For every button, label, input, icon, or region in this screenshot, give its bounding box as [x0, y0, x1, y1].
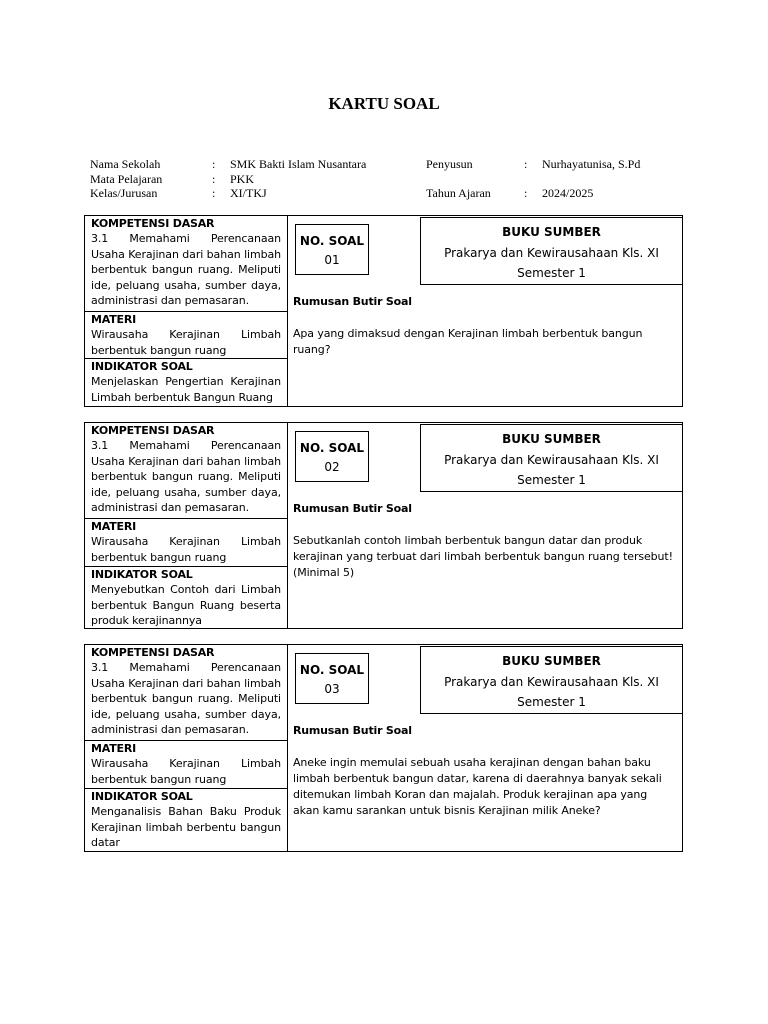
buku-sumber-semester: Semester 1: [517, 266, 586, 280]
school-info: [90, 157, 366, 201]
info-row-class: [90, 186, 366, 201]
info-value: PKK: [230, 171, 255, 186]
buku-sumber-box: [420, 217, 683, 285]
info-colon: :: [524, 157, 528, 171]
buku-sumber-title: Prakarya dan Kewirausahaan Kls. XI: [444, 245, 659, 260]
page-title: KARTU SOAL: [328, 94, 440, 113]
info-value: XI/TKJ: [230, 186, 267, 200]
info-label: Kelas/Jurusan: [90, 186, 158, 200]
card-right-column: [287, 423, 682, 628]
no-soal-box: [295, 653, 369, 704]
kompetensi-section: [85, 216, 287, 311]
kompetensi-text: 3.1 Memahami Perencanaan Usaha Kerajinan dari bahan limbah berbentuk bangun ruang. Meliputi ide, peluang usaha, sumber daya, administrasi dan pemasaran.: [91, 661, 281, 737]
question-text: Aneke ingin memulai sebuah usaha kerajinan dengan bahan baku limbah berbentuk bangun datar, karena di daerahnya banyak sekali ditemukan limbah Koran dan majalah. Produk kerajinan apa yang akan kamu sarankan untuk bisnis Kerajinan milik Aneke?: [293, 756, 662, 817]
kompetensi-section: [85, 645, 287, 740]
buku-sumber-semester: Semester 1: [517, 473, 586, 487]
rumusan-label: Rumusan Butir Soal: [293, 502, 412, 515]
no-soal-number: 01: [324, 253, 340, 267]
kompetensi-label: KOMPETENSI DASAR: [91, 646, 215, 659]
no-soal-number: 02: [324, 460, 340, 474]
kompetensi-text: 3.1 Memahami Perencanaan Usaha Kerajinan dari bahan limbah berbentuk bangun ruang. Meliputi ide, peluang usaha, sumber daya, administrasi dan pemasaran.: [91, 232, 281, 308]
card-left-column: [85, 423, 288, 628]
indikator-label: INDIKATOR SOAL: [91, 360, 193, 373]
question-text: Apa yang dimaksud dengan Kerajinan limbah berbentuk bangun ruang?: [293, 327, 643, 356]
question-card: [84, 422, 683, 629]
materi-text: Wirausaha Kerajinan Limbah berbentuk bangun ruang: [91, 757, 281, 786]
info-row-school: [90, 157, 366, 172]
indikator-text: Menyebutkan Contoh dari Limbah berbentuk Bangun Ruang beserta produk kerajinannya: [91, 583, 281, 628]
info-label: Penyusun: [426, 157, 473, 171]
info-colon: :: [524, 186, 528, 200]
buku-sumber-title: Prakarya dan Kewirausahaan Kls. XI: [444, 674, 659, 689]
no-soal-label: NO. SOAL: [299, 234, 365, 248]
no-soal-label: NO. SOAL: [299, 663, 365, 677]
author-info: [426, 157, 640, 201]
materi-section: [85, 518, 287, 567]
indikator-text: Menganalisis Bahan Baku Produk Kerajinan limbah berbentu bangun datar: [91, 805, 281, 850]
no-soal-box: [295, 224, 369, 275]
card-left-column: [85, 645, 288, 851]
buku-sumber-label: BUKU SUMBER: [502, 432, 601, 446]
materi-label: MATERI: [91, 520, 136, 533]
question-text: Sebutkanlah contoh limbah berbentuk bangun datar dan produk kerajinan yang terbuat dari limbah berbentuk bangun ruang tersebut! (Minimal 5): [293, 534, 673, 579]
question-card: [84, 644, 683, 852]
question-card: [84, 215, 683, 407]
info-colon: :: [212, 186, 216, 200]
info-value: 2024/2025: [542, 186, 594, 200]
buku-sumber-label: BUKU SUMBER: [502, 225, 601, 239]
materi-label: MATERI: [91, 313, 136, 326]
indikator-section: [85, 788, 287, 851]
kompetensi-section: [85, 423, 287, 518]
buku-sumber-box: [420, 424, 683, 492]
no-soal-box: [295, 431, 369, 482]
indikator-label: INDIKATOR SOAL: [91, 568, 193, 581]
materi-section: [85, 311, 287, 359]
materi-label: MATERI: [91, 742, 136, 755]
info-label: Mata Pelajaran: [90, 171, 163, 186]
kompetensi-text: 3.1 Memahami Perencanaan Usaha Kerajinan dari bahan limbah berbentuk bangun ruang. Meliputi ide, peluang usaha, sumber daya, administrasi dan pemasaran.: [91, 439, 281, 515]
buku-sumber-semester: Semester 1: [517, 695, 586, 709]
rumusan-label: Rumusan Butir Soal: [293, 724, 412, 737]
indikator-section: [85, 358, 287, 406]
info-value: SMK Bakti Islam Nusantara: [230, 157, 367, 171]
card-right-column: [287, 645, 682, 851]
materi-section: [85, 740, 287, 789]
info-row-author: [426, 157, 640, 172]
info-row-year: [426, 186, 640, 201]
kompetensi-label: KOMPETENSI DASAR: [91, 217, 215, 230]
info-label: Nama Sekolah: [90, 157, 161, 171]
info-colon: :: [212, 157, 216, 171]
rumusan-label: Rumusan Butir Soal: [293, 295, 412, 308]
info-label: Tahun Ajaran: [426, 186, 491, 200]
materi-text: Wirausaha Kerajinan Limbah berbentuk bangun ruang: [91, 535, 281, 564]
info-colon: :: [212, 171, 216, 186]
card-left-column: [85, 216, 288, 406]
indikator-section: [85, 566, 287, 628]
info-row-spacer: [426, 172, 640, 187]
indikator-text: Menjelaskan Pengertian Kerajinan Limbah berbentuk Bangun Ruang: [91, 375, 281, 404]
materi-text: Wirausaha Kerajinan Limbah berbentuk bangun ruang: [91, 328, 281, 357]
card-right-column: [287, 216, 682, 406]
buku-sumber-box: [420, 646, 683, 714]
indikator-label: INDIKATOR SOAL: [91, 790, 193, 803]
buku-sumber-title: Prakarya dan Kewirausahaan Kls. XI: [444, 452, 659, 467]
info-row-subject: [90, 172, 366, 187]
kompetensi-label: KOMPETENSI DASAR: [91, 424, 215, 437]
buku-sumber-label: BUKU SUMBER: [502, 654, 601, 668]
info-value: Nurhayatunisa, S.Pd: [542, 157, 641, 171]
no-soal-number: 03: [324, 682, 340, 696]
no-soal-label: NO. SOAL: [299, 441, 365, 455]
